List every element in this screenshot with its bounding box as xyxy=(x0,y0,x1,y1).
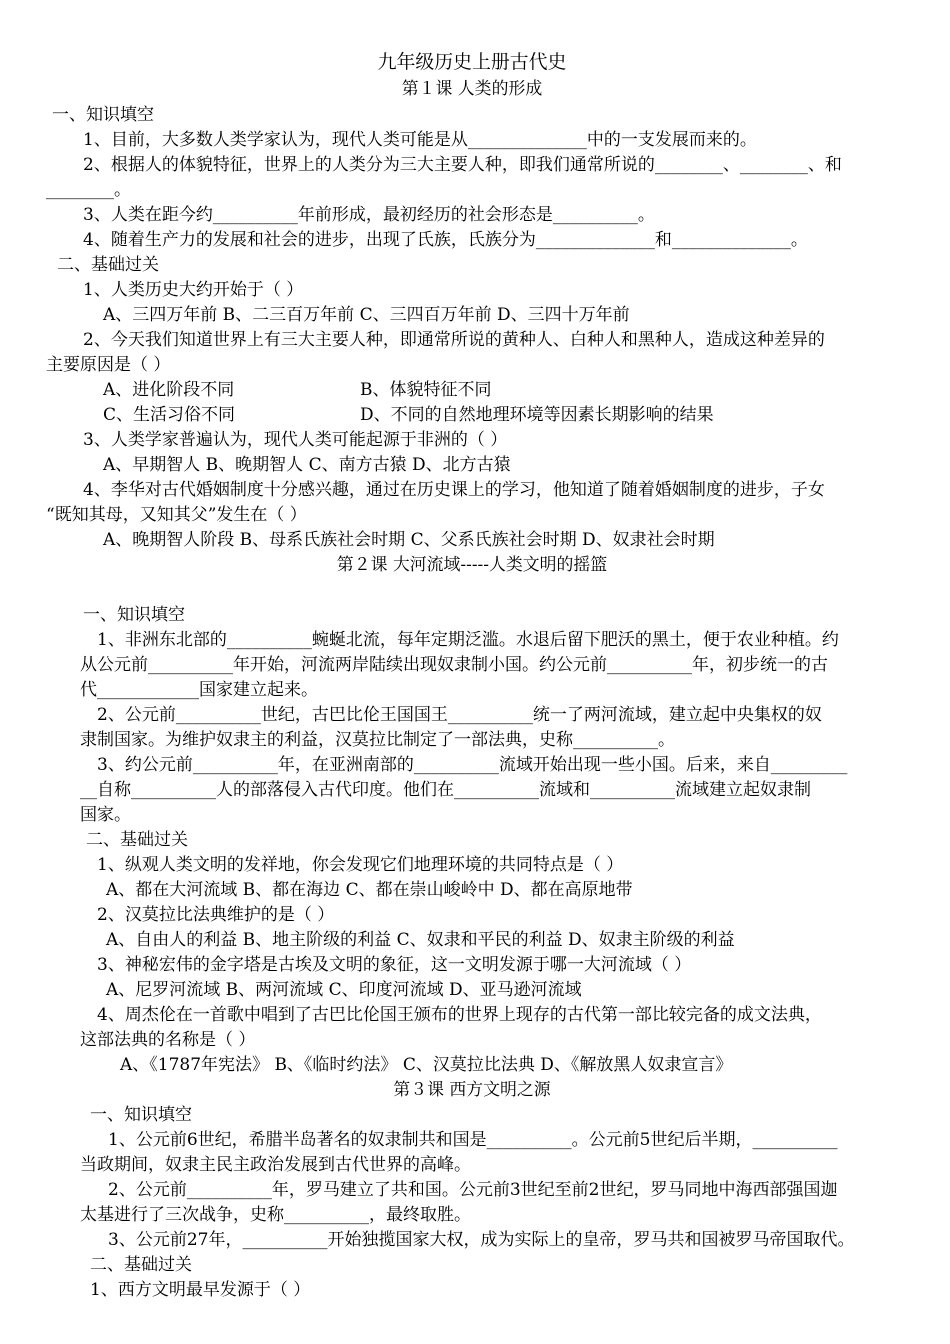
text-line: 1、目前，大多数人类学家认为，现代人类可能是从______________中的一支发展而来的。 xyxy=(83,130,757,150)
question-line: 主要原因是（ ） xyxy=(46,355,171,375)
text-line: 2、公元前__________年，罗马建立了共和国。公元前3世纪至前2世纪，罗马同地中海西部强国迦 xyxy=(108,1180,838,1200)
text-line: 3、人类在距今约__________年前形成，最初经历的社会形态是__________。 xyxy=(83,205,655,225)
lesson-2-heading: 第２课 大河流域-----人类文明的摇篮 xyxy=(336,555,608,575)
text-line: __自称__________人的部落侵入古代印度。他们在__________流域和__________流域建立起奴隶制 xyxy=(80,780,811,800)
page-title: 九年级历史上册古代史 xyxy=(377,51,567,73)
text-line: 国家。 xyxy=(80,805,131,825)
text-line: 代____________国家建立起来。 xyxy=(80,680,318,700)
question-line: 1、人类历史大约开始于（ ） xyxy=(83,280,304,300)
lesson-3-section-fill: 一、知识填空 xyxy=(90,1105,192,1125)
text-line: 从公元前__________年开始，河流两岸陆续出现奴隶制小国。约公元前__________年，初步统一的古 xyxy=(80,655,828,675)
question-line: 4、周杰伦在一首歌中唱到了古巴比伦国王颁布的世界上现存的古代第一部比较完备的成文法典， xyxy=(97,1005,822,1025)
option-line: A、三四万年前 B、二三百万年前 C、三四百万年前 D、三四十万年前 xyxy=(103,305,630,325)
question-line: “既知其母，又知其父”发生在（ ） xyxy=(46,505,307,525)
option-line: C、生活习俗不同 xyxy=(103,405,236,425)
question-line: 1、西方文明最早发源于（ ） xyxy=(90,1280,311,1300)
text-line: 1、公元前6世纪，希腊半岛著名的奴隶制共和国是__________。公元前5世纪后半期，__________ xyxy=(108,1130,838,1150)
text-line: ________。 xyxy=(46,180,131,200)
text-line: 当政期间，奴隶主民主政治发展到古代世界的高峰。 xyxy=(80,1155,471,1175)
text-line: 2、根据人的体貌特征，世界上的人类分为三大主要人种，即我们通常所说的________、________、和 xyxy=(83,155,842,175)
option-line: A、都在大河流域 B、都在海边 C、都在崇山峻岭中 D、都在高原地带 xyxy=(106,880,633,900)
question-line: 3、神秘宏伟的金字塔是古埃及文明的象征，这一文明发源于哪一大河流域（ ） xyxy=(97,955,692,975)
text-line: 1、非洲东北部的__________蜿蜒北流，每年定期泛滥。水退后留下肥沃的黑土，便于农业种植。约 xyxy=(97,630,839,650)
option-line: A、尼罗河流域 B、两河流域 C、印度河流域 D、亚马逊河流域 xyxy=(106,980,582,1000)
question-line: 3、人类学家普遍认为，现代人类可能起源于非洲的（ ） xyxy=(83,430,508,450)
text-line: 3、公元前27年，__________开始独揽国家大权，成为实际上的皇帝，罗马共和国被罗马帝国取代。 xyxy=(108,1230,855,1250)
question-line: 这部法典的名称是（ ） xyxy=(80,1030,256,1050)
option-line: A、进化阶段不同 xyxy=(103,380,235,400)
option-line: A、早期智人 B、晚期智人 C、南方古猿 D、北方古猿 xyxy=(103,455,511,475)
option-line: A、《1787年宪法》 B、《临时约法》 C、汉莫拉比法典 D、《解放黑人奴隶宣言》 xyxy=(120,1055,733,1075)
question-line: 4、李华对古代婚姻制度十分感兴趣，通过在历史课上的学习，他知道了随着婚姻制度的进步，子女 xyxy=(83,480,825,500)
text-line: 太基进行了三次战争，史称__________，最终取胜。 xyxy=(80,1205,471,1225)
lesson-2-section-fill: 一、知识填空 xyxy=(83,605,185,625)
option-line: A、晚期智人阶段 B、母系氏族社会时期 C、父系氏族社会时期 D、奴隶社会时期 xyxy=(103,530,715,550)
option-line: A、自由人的利益 B、地主阶级的利益 C、奴隶和平民的利益 D、奴隶主阶级的利益 xyxy=(106,930,735,950)
option-line: D、不同的自然地理环境等因素长期影响的结果 xyxy=(360,405,714,425)
lesson-1-heading: 第１课 人类的形成 xyxy=(401,79,543,99)
lesson-3-section-basic: 二、基础过关 xyxy=(90,1255,192,1275)
text-line: 2、公元前__________世纪，古巴比伦王国国王__________统一了两河流域，建立起中央集权的奴 xyxy=(97,705,822,725)
text-line: 3、约公元前__________年，在亚洲南部的__________流域开始出现一些小国。后来，来自_________ xyxy=(97,755,848,775)
lesson-3-heading: 第３课 西方文明之源 xyxy=(393,1080,551,1100)
question-line: 1、纵观人类文明的发祥地，你会发现它们地理环境的共同特点是（ ） xyxy=(97,855,624,875)
lesson-1-section-basic: 二、基础过关 xyxy=(57,255,159,275)
option-line: B、体貌特征不同 xyxy=(360,380,492,400)
lesson-2-section-basic: 二、基础过关 xyxy=(86,830,188,850)
question-line: 2、汉莫拉比法典维护的是（ ） xyxy=(97,905,335,925)
question-line: 2、今天我们知道世界上有三大主要人种，即通常所说的黄种人、白种人和黑种人，造成这种差异的 xyxy=(83,330,825,350)
text-line: 隶制国家。为维护奴隶主的利益，汉莫拉比制定了一部法典，史称__________。 xyxy=(80,730,675,750)
lesson-1-section-fill: 一、知识填空 xyxy=(52,105,154,125)
text-line: 4、随着生产力的发展和社会的进步，出现了氏族，氏族分为______________和______________。 xyxy=(83,230,808,250)
